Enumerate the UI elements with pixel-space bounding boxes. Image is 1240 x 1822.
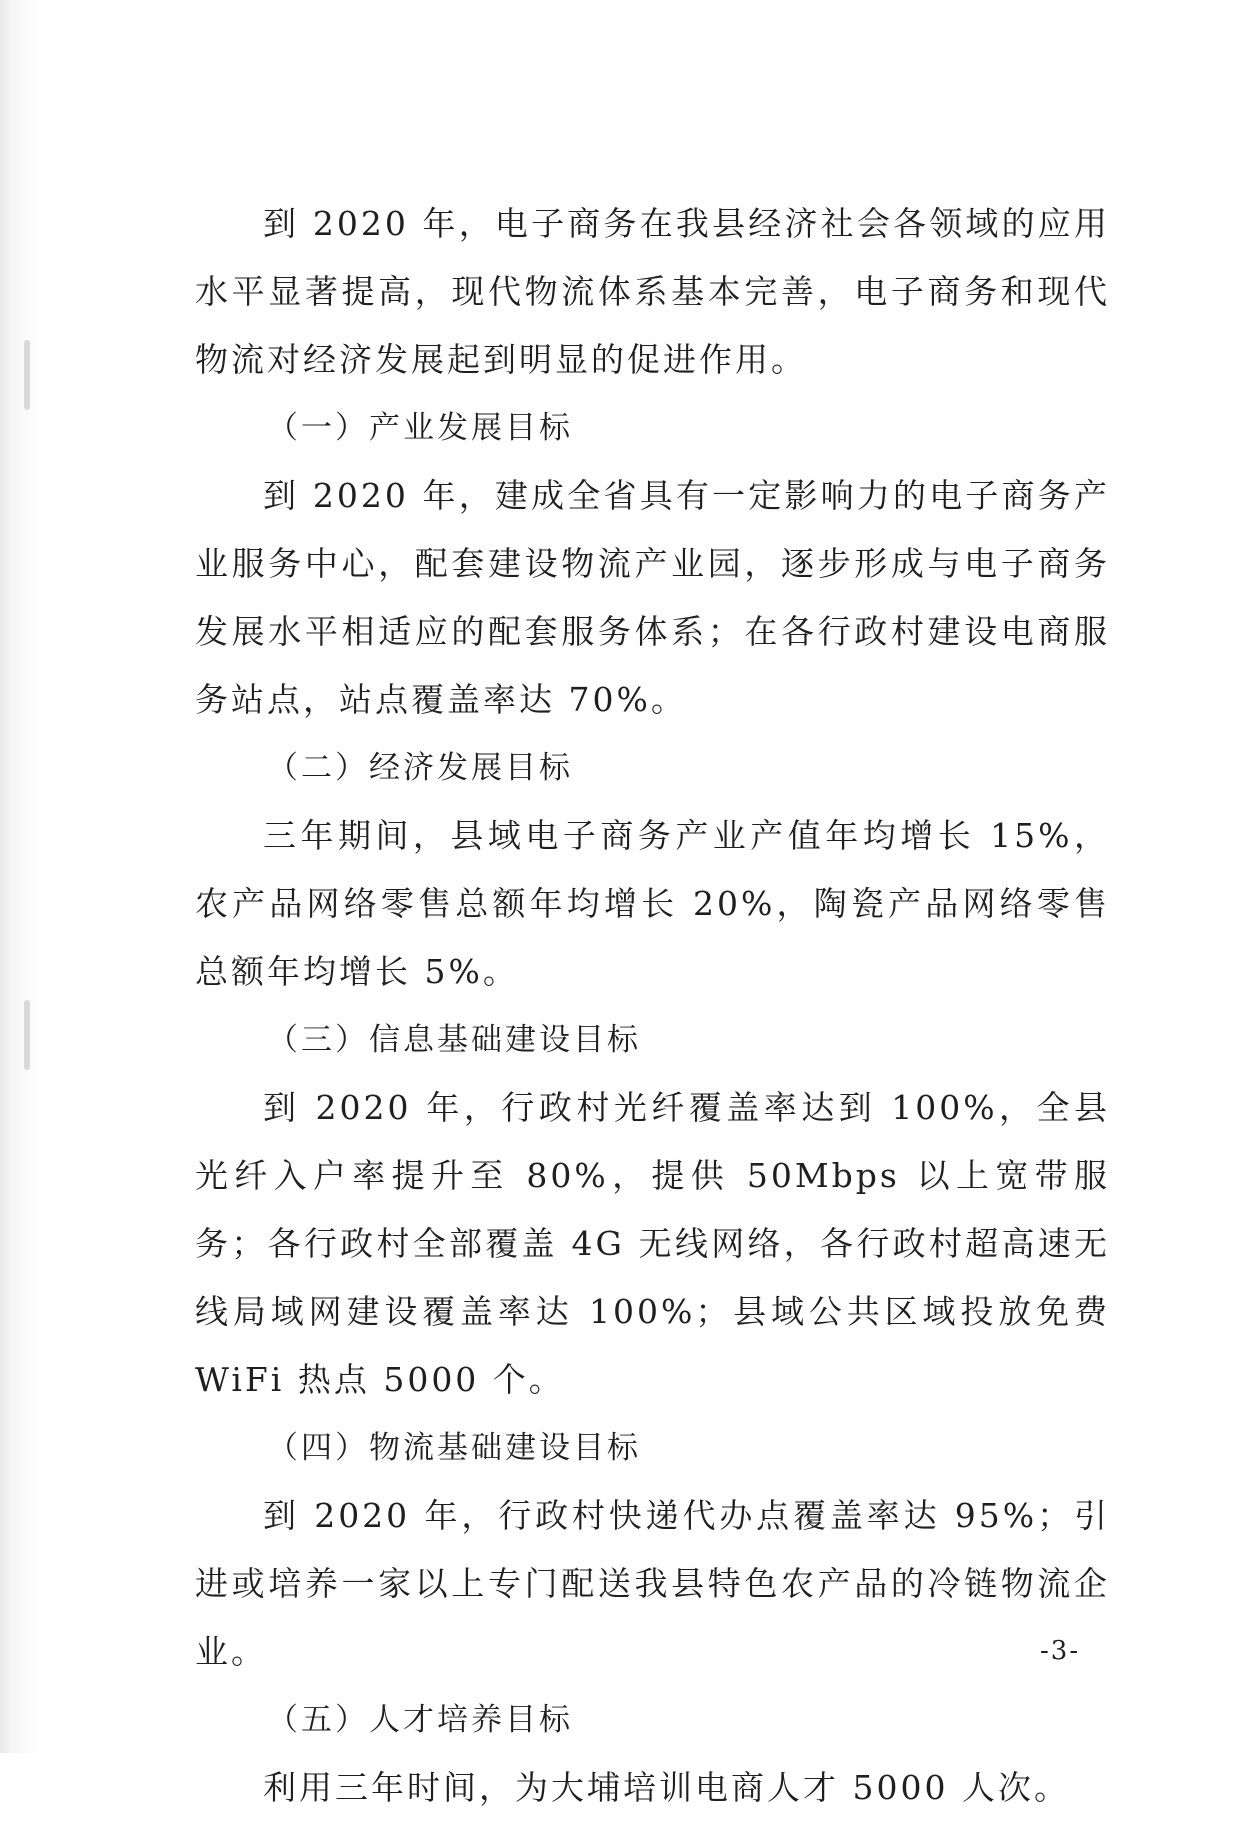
- document-body: [195, 190, 1110, 1822]
- body-paragraph: 利用三年时间，为大埔培训电商人才 5000 人次。: [263, 1768, 1070, 1807]
- body-paragraph: 到 2020 年，行政村光纤覆盖率达到 100%，全县光纤入户率提升至 80%，提供 50Mbps 以上宽带服务；各行政村全部覆盖 4G 无线网络，各行政村超高速无线局域网建设覆盖率达 100%；县域公共区域投放免费 WiFi 热点 5000 个。: [195, 1088, 1110, 1399]
- section-heading: （三）信息基础建设目标: [267, 1022, 641, 1058]
- section-heading: （一）产业发展目标: [267, 410, 573, 446]
- section-heading: （四）物流基础建设目标: [267, 1430, 641, 1466]
- scan-binding-edge: [0, 0, 40, 1753]
- body-paragraph: 到 2020 年，建成全省具有一定影响力的电子商务产业服务中心，配套建设物流产业园，逐步形成与电子商务发展水平相适应的配套服务体系；在各行政村建设电商服务站点，站点覆盖率达 70%。: [195, 476, 1110, 719]
- body-paragraph: 三年期间，县域电子商务产业产值年均增长 15%，农产品网络零售总额年均增长 20%，陶瓷产品网络零售总额年均增长 5%。: [195, 816, 1110, 991]
- section-heading: （五）人才培养目标: [267, 1702, 573, 1738]
- binding-hole-mark: [24, 340, 30, 410]
- section-heading: （二）经济发展目标: [267, 750, 573, 786]
- page-number: -3-: [1040, 1636, 1081, 1666]
- body-paragraph: 到 2020 年，行政村快递代办点覆盖率达 95%；引进或培养一家以上专门配送我县特色农产品的冷链物流企业。: [195, 1496, 1110, 1671]
- binding-hole-mark: [24, 1000, 30, 1070]
- body-paragraph: 到 2020 年，电子商务在我县经济社会各领域的应用水平显著提高，现代物流体系基本完善，电子商务和现代物流对经济发展起到明显的促进作用。: [195, 204, 1110, 379]
